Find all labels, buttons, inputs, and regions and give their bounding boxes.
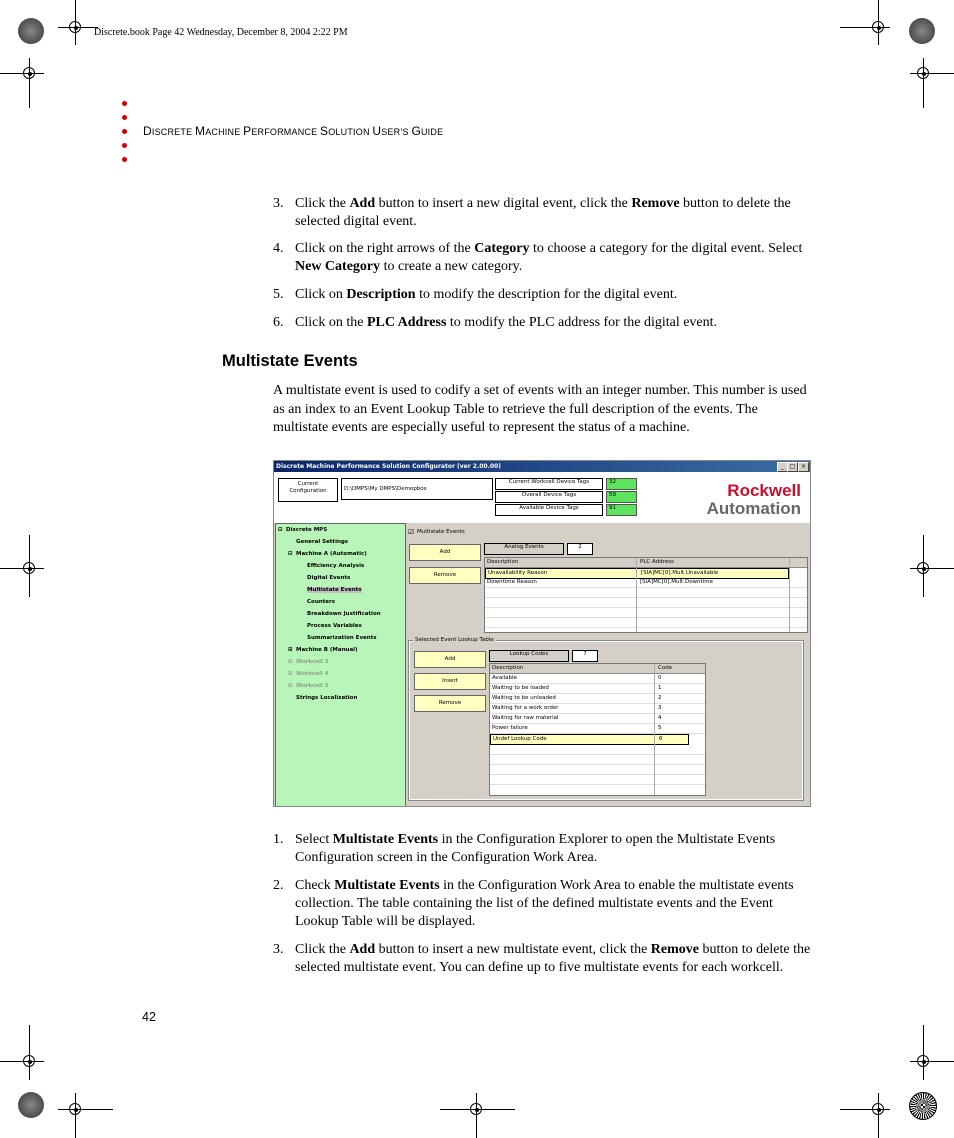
lookup-codes-count: 7 — [572, 650, 598, 662]
lookup-codes-tab[interactable]: Lookup Codes — [489, 650, 569, 662]
tree-item-process[interactable]: Process Variables — [307, 623, 362, 629]
tree-expand-icon[interactable]: ⊟ — [288, 551, 293, 557]
step-bottom-2: 2. Check Multistate Events in the Configuration Work Area to enable the multistate events collection. The table containing the list of the defined multistate events and the Event Lookup Table will be displayed. — [273, 878, 794, 929]
tree-item-general[interactable]: General Settings — [296, 539, 349, 545]
tree-item-workcell-4[interactable]: Workcell 4 — [296, 671, 329, 677]
analog-events-count: 2 — [567, 543, 593, 555]
tree-expand-icon[interactable]: ⊟ — [278, 527, 283, 533]
tree-item-workcell-5[interactable]: Workcell 5 — [296, 683, 329, 689]
lookup-table — [489, 663, 706, 796]
config-path-field[interactable]: D:\DMPS\My DMPS\Demopbox — [341, 478, 493, 500]
tree-expand-icon[interactable]: ⊞ — [288, 659, 293, 665]
lookup-row[interactable]: Waiting to be loaded 1 — [490, 684, 705, 694]
tree-item-breakdown[interactable]: Breakdown Justification — [307, 611, 381, 617]
events-table — [484, 557, 808, 633]
window-titlebar: Discrete Machine Performance Solution Configurator (ver 2.00.00) — [274, 461, 810, 472]
events-header: Description PLC Address — [485, 558, 807, 568]
configuration-explorer — [275, 523, 406, 807]
lookup-row[interactable]: Waiting for raw material 4 — [490, 714, 705, 724]
tag-value-available: 91 — [606, 504, 637, 516]
tag-label-available: Available Device Tags — [495, 504, 603, 516]
tree-item-root[interactable]: Discrete MPS — [286, 527, 328, 533]
multistate-checkbox[interactable]: ☑ — [408, 528, 415, 536]
rockwell-logo: Rockwell Automation — [706, 481, 801, 518]
step-bottom-3: 3. Click the Add button to insert a new multistate event, click the Remove button to delete the selected multistate event. You can define up to five multistate events for each workcell. — [273, 942, 811, 975]
document-title: DISCRETE MACHINE PERFORMANCE SOLUTION USER’S GUIDE — [143, 124, 444, 138]
section-paragraph: A multistate event is used to codify a set of events with an integer number. This number is used as an index to an Event Lookup Table to retrieve the full description of the events. The multistate events are especially useful to represent the status of a machine. — [273, 383, 807, 435]
page-number: 42 — [142, 1010, 156, 1024]
crop-disc-bl — [18, 1092, 44, 1118]
tree-item-workcell-3[interactable]: Workcell 3 — [296, 659, 329, 665]
lookup-row[interactable]: Power failure 5 — [490, 724, 705, 734]
tree-item-digital[interactable]: Digital Events — [307, 575, 351, 581]
lookup-group-label: Selected Event Lookup Table — [415, 637, 494, 643]
section-heading: Multistate Events — [222, 352, 358, 370]
tag-value-current: 32 — [606, 478, 637, 490]
tree-expand-icon[interactable]: ⊞ — [288, 647, 293, 653]
tree-item-machine-b[interactable]: Machine B (Manual) — [296, 647, 358, 653]
close-icon[interactable]: × — [798, 462, 809, 472]
tree-expand-icon[interactable]: ⊞ — [288, 671, 293, 677]
tree-item-machine-a[interactable]: Machine A (Automatic) — [296, 551, 367, 557]
tree-item-strings[interactable]: Strings Localization — [296, 695, 358, 701]
multistate-check-label: Multistate Events — [417, 529, 465, 535]
running-head: Discrete.book Page 42 Wednesday, December 8, 2004 2:22 PM — [94, 27, 348, 38]
step-top-4: 4. Click on the right arrows of the Category to choose a category for the digital event. Select New Category to create a new category. — [273, 241, 803, 274]
lookup-row[interactable]: Waiting for a work order 3 — [490, 704, 705, 714]
lookup-row[interactable]: Available 0 — [490, 674, 705, 684]
add-lookup-button[interactable]: Add — [414, 651, 486, 668]
configurator-window — [273, 460, 811, 807]
remove-event-button[interactable]: Remove — [409, 567, 481, 584]
maximize-icon[interactable]: □ — [787, 462, 798, 472]
step-top-6: 6. Click on the PLC Address to modify the PLC address for the digital event. — [273, 315, 718, 330]
crop-star-br — [909, 1092, 937, 1120]
step-top-5: 5. Click on Description to modify the description for the digital event. — [273, 287, 678, 302]
insert-lookup-button[interactable]: Insert — [414, 673, 486, 690]
tree-item-counters[interactable]: Counters — [307, 599, 335, 605]
header-panel — [274, 472, 810, 523]
lookup-header: Description Code — [490, 664, 705, 674]
tree-item-multistate[interactable]: Multistate Events — [307, 587, 362, 593]
tag-value-overall: 59 — [606, 491, 637, 503]
lookup-row[interactable]: Waiting to be unloaded 2 — [490, 694, 705, 704]
minimize-icon[interactable]: _ — [777, 462, 788, 472]
remove-lookup-button[interactable]: Remove — [414, 695, 486, 712]
tree-item-summarization[interactable]: Summarization Events — [307, 635, 377, 641]
events-row[interactable]: Downtime Reason [SIA]MC[0].Mult.Downtime — [485, 578, 807, 588]
lookup-row[interactable]: Undef Lookup Code 6 — [490, 734, 689, 745]
step-top-3: 3. Click the Add button to insert a new digital event, click the Remove button to delete the selected digital event. — [273, 196, 791, 229]
add-event-button[interactable]: Add — [409, 544, 481, 561]
current-config-label: Current Configuration — [278, 478, 338, 502]
tag-label-overall: Overall Device Tags — [495, 491, 603, 503]
tree-expand-icon[interactable]: ⊞ — [288, 683, 293, 689]
crop-disc-tr — [909, 18, 935, 44]
events-row[interactable]: Unavailability Reason [SIA]MC[0].Mult.Unavailable — [485, 568, 789, 579]
step-bottom-1: 1. Select Multistate Events in the Configuration Explorer to open the Multistate Events Configuration screen in the Configuration Work Area. — [273, 832, 776, 865]
tag-label-current: Current Workcell Device Tags — [495, 478, 603, 490]
tree-item-efficiency[interactable]: Efficiency Analysis — [307, 563, 365, 569]
analog-events-tab[interactable]: Analog Events — [484, 543, 564, 555]
